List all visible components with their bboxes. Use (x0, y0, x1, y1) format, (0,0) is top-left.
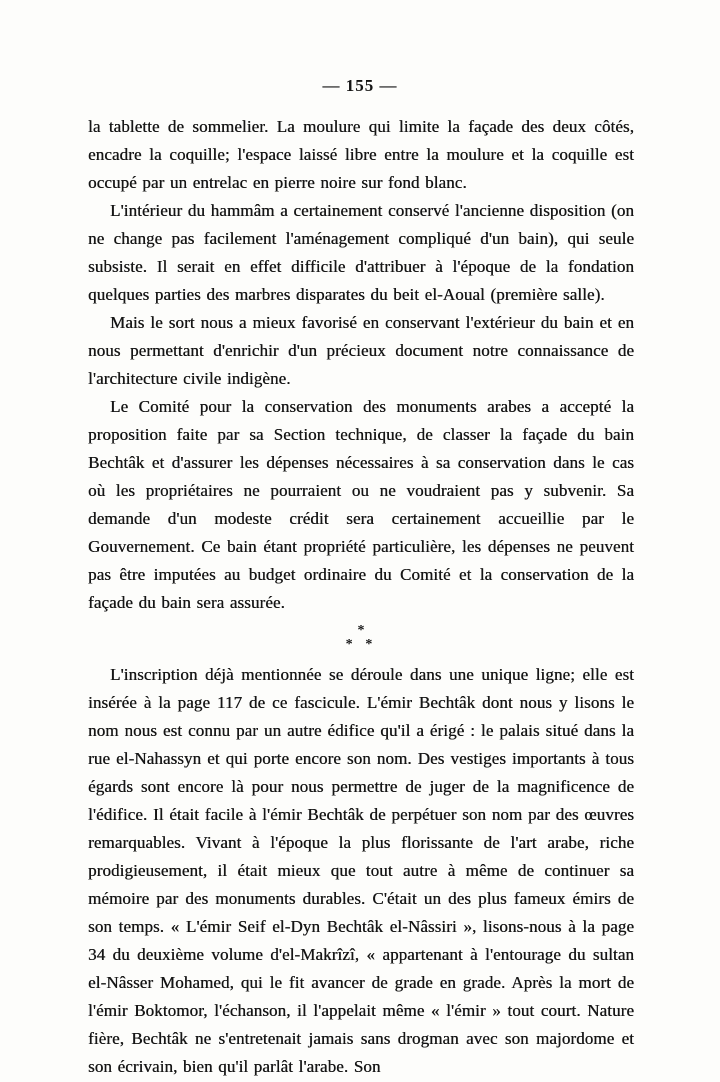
paragraph: L'intérieur du hammâm a certainement conservé l'ancienne disposition (on ne change pas facilement l'aménagement compliqué d'un bain), qui seule subsiste. Il serait en effet difficile d'attribuer à l'époque de la fondation quelques parties des marbres disparates du beit el-Aoual (première salle). (88, 201, 634, 304)
page-number: — 155 — (322, 76, 398, 95)
asterism-bottom-stars: * * (345, 637, 377, 652)
paragraph: Mais le sort nous a mieux favorisé en conservant l'extérieur du bain et en nous permettant d'enrichir d'un précieux document notre connaissance de l'architecture civile indigène. (88, 313, 634, 388)
paragraph: Le Comité pour la conservation des monuments arabes a accepté la proposition faite par sa Section technique, de classer la façade du bain Bechtâk et d'assurer les dépenses nécessaires à sa conservation dans le cas où les propriétaires ne pourraient ou ne voudraient pas y subvenir. Sa demande d'un modeste crédit sera certainement accueillie par le Gouvernement. Ce bain étant propriété particulière, les dépenses ne peuvent pas être imputées au budget ordinaire du Comité et la conservation de la façade du bain sera assurée. (88, 397, 634, 612)
paragraph-continuation: la tablette de sommelier. La moulure qui limite la façade des deux côtés, encadre la coquille; l'espace laissé libre entre la moulure et la coquille est occupé par un entrelac en pierre noire sur fond blanc. (88, 117, 634, 192)
asterism-top-star: * (357, 623, 365, 638)
page-text-column (88, 113, 634, 1081)
asterism-divider (88, 624, 634, 652)
paragraph: L'inscription déjà mentionnée se déroule dans une unique ligne; elle est insérée à la page 117 de ce fascicule. L'émir Bechtâk dont nous y lisons le nom nous est connu par un autre édifice qu'il a érigé : le palais situé dans la rue el-Nahassyn et qui porte encore son nom. Des vestiges importants à tous égards sont encore là pour nous permettre de juger de la magnificence de l'édifice. Il était facile à l'émir Bechtâk de perpétuer son nom par des œuvres remarquables. Vivant à l'époque la plus florissante de l'art arabe, riche prodigieusement, il était mieux que tout autre à même de continuer sa mémoire par des monuments durables. C'était un des plus fameux émirs de son temps. « L'émir Seif el-Dyn Bechtâk el-Nâssiri », lisons-nous à la page 34 du deuxième volume d'el-Makrîzî, « appartenant à l'entourage du sultan el-Nâsser Mohamed, qui le fit avancer de grade en grade. Après la mort de l'émir Boktomor, l'échanson, il l'appelait même « l'émir » tout court. Nature fière, Bechtâk ne s'entretenait jamais sans drogman avec son majordome et son écrivain, bien qu'il parlât l'arabe. Son (88, 665, 634, 1076)
